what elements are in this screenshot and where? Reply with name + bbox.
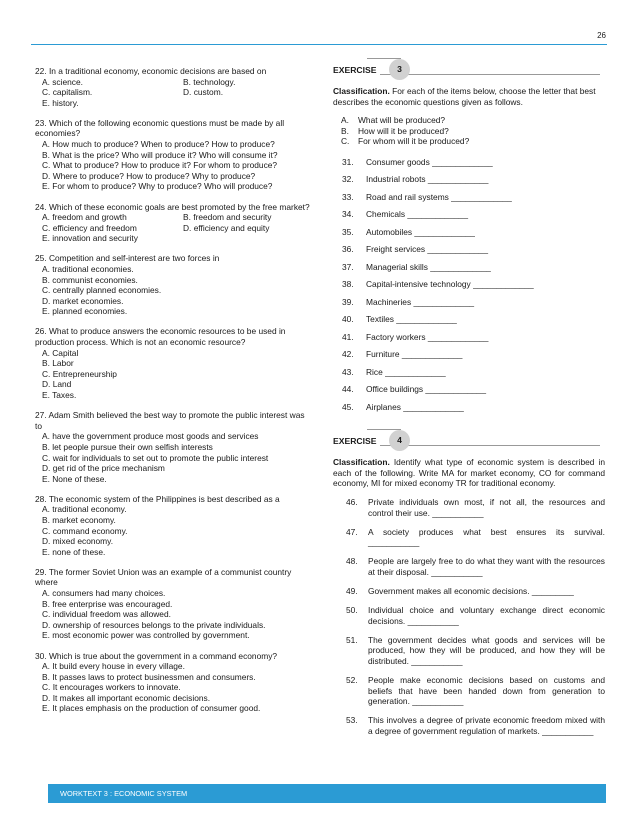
question-stem: 22. In a traditional economy, economic decisions are based on [35,66,267,76]
question-stem: 26. What to produce answers the economic resources to be used in production process. Which is not an economic resource? [35,326,286,348]
question-stem: 29. The former Soviet Union was an example of a communist country where [35,566,292,588]
item-number: 40. [342,314,354,325]
instruction-text: For each of the items below, choose the letter that best describes the economic questions given as follows. [333,86,596,107]
item-number: 39. [342,296,354,307]
item-text: Factory workers _____________ [366,331,489,342]
item-text: Office buildings _____________ [366,384,486,395]
question [35,202,313,244]
exercise-3-items [333,157,605,412]
answer-option: D. market economies. [42,295,124,306]
answer-option: E. It places emphasis on the production of consumer good. [42,703,261,714]
question-stem: 24. Which of these economic goals are best promoted by the free market? [35,201,310,212]
question [35,494,313,558]
item-text: Capital-intensive technology _____________ [366,279,534,290]
item-text: Industrial robots _____________ [366,174,489,185]
choice-letter: A. [341,115,349,126]
choice-text: For whom will it be produced? [358,136,470,147]
question-stem: 25. Competition and self-interest are two forces in [35,253,220,264]
header-rule [31,44,607,45]
item-text: Consumer goods _____________ [366,156,493,167]
item-text: Freight services _____________ [366,244,488,255]
exercise-item [333,384,605,395]
item-text: Airplanes _____________ [366,401,464,412]
exercise-item [333,349,605,360]
item-number: 45. [342,401,354,412]
item-text: Furniture _____________ [366,349,463,360]
item-number: 53. [346,715,358,726]
answer-option: D. It makes all important economic decisions. [42,692,211,703]
item-number: 32. [342,174,354,185]
exercise-item [333,605,605,626]
exercise-3-choices [333,115,605,147]
exercise-item [333,556,605,577]
answer-option: C. efficiency and freedom [42,222,137,233]
page-number: 26 [597,31,606,40]
exercise-label: EXERCISE [333,436,377,447]
option-row [35,77,313,88]
answer-option: E. most economic power was controlled by government. [42,630,250,641]
exercises-column [333,60,605,745]
item-text: The government decides what goods and services will be produced, how they will be produced, and how they will be distributed. ___________ [368,634,605,667]
item-number: 38. [342,279,354,290]
item-text: People make economic decisions based on customs and beliefs that have been handed down from generation to generation. ___________ [368,675,605,707]
exercise-item [333,497,605,518]
exercise-number-badge: 3 [389,59,410,80]
item-text: Road and rail systems _____________ [366,191,512,202]
exercise-item [333,227,605,238]
question [35,567,313,641]
item-number: 47. [346,526,358,537]
item-text: Chemicals _____________ [366,209,468,220]
answer-option: D. Land [42,379,72,390]
exercise-item [333,527,605,548]
item-text: Managerial skills _____________ [366,261,491,272]
answer-option: E. For whom to produce? Why to produce? Who will produce? [42,181,273,192]
item-number: 34. [342,209,354,220]
exercise-item [333,297,605,308]
answer-option: A. How much to produce? When to produce? How to produce? [42,139,275,150]
answer-option: D. Where to produce? How to produce? Why to produce? [42,170,256,181]
instruction-title: Classification. [333,86,390,96]
answer-option: D. mixed economy. [42,536,114,547]
item-number: 48. [346,556,358,567]
exercise-item [333,314,605,325]
question [35,118,313,192]
choice-item [341,126,605,137]
exercise-item [333,402,605,413]
exercise-item [333,675,605,707]
answer-option: A. traditional economy. [42,504,127,515]
answer-option: D. custom. [183,87,224,98]
exercise-item [333,192,605,203]
item-text: Government makes all economic decisions. _________ [368,586,574,597]
answer-option: C. What to produce? How to produce it? For whom to produce? [42,160,278,171]
answer-option: C. individual freedom was allowed. [42,609,171,620]
item-text: A society produces what best ensures its survival. ___________ [368,526,605,548]
exercise-item [333,209,605,220]
answer-option: D. get rid of the price mechanism [42,463,165,474]
item-text: Individual choice and voluntary exchange direct economic decisions. ___________ [368,605,605,626]
item-number: 51. [346,634,358,645]
exercise-item [333,244,605,255]
exercise-item [333,157,605,168]
exercise-item [333,174,605,185]
exercise-item [333,262,605,273]
item-number: 44. [342,384,354,395]
exercise-3-heading [333,60,605,80]
answer-option: C. capitalism. [42,87,93,98]
choice-letter: C. [341,136,350,147]
answer-option: A. have the government produce most goods and services [42,431,259,442]
item-text: People are largely free to do what they want with the resources at their disposal. ___________ [368,556,605,577]
answer-option: B. technology. [183,76,236,87]
question-stem: 28. The economic system of the Philippines is best described as a [35,493,280,504]
item-text: Private individuals own most, if not all, the resources and control their use. ___________ [368,497,605,518]
answer-option: B. freedom and security [183,212,272,223]
choice-text: How will it be produced? [358,125,449,136]
answer-option: B. What is the price? Who will produce it? Who will consume it? [42,149,278,160]
footer-bar: WORKTEXT 3 : ECONOMIC SYSTEM [48,784,606,803]
answer-option: C. It encourages workers to innovate. [42,682,181,693]
multiple-choice-questions [35,66,313,724]
item-number: 36. [342,244,354,255]
answer-option: A. traditional economies. [42,264,134,274]
item-number: 42. [342,349,354,360]
exercise-3-instructions [333,86,605,107]
answer-option: B. Labor [42,358,74,369]
item-number: 33. [342,191,354,202]
question [35,651,313,715]
choice-text: What will be produced? [358,115,446,126]
item-number: 31. [342,156,354,167]
question-stem: 27. Adam Smith believed the best way to promote the public interest was to [35,410,305,431]
question [35,410,313,484]
answer-option: E. innovation and security [42,233,138,244]
instruction-title: Classification. [333,457,390,468]
choice-item [341,115,605,126]
answer-option: B. market economy. [42,514,116,525]
exercise-item [333,635,605,667]
answer-option: E. planned economies. [42,306,128,317]
item-text: This involves a degree of private economic freedom mixed with a degree of government regulation of markets. ___________ [368,715,605,737]
answer-option: B. let people pursue their own selfish interests [42,441,213,452]
item-text: Machineries _____________ [366,296,475,307]
instruction-text: Identify what type of economic system is described in each of the following. Write MA for market economy, CO for command economy, MI for mixed economy TR for traditional economy. [333,457,605,489]
answer-option: A. freedom and growth [42,212,127,223]
exercise-item [333,332,605,343]
answer-option: C. centrally planned economies. [42,285,162,296]
answer-option: B. free enterprise was encouraged. [42,598,173,609]
exercise-item [333,715,605,736]
choice-item [341,136,605,147]
answer-option: E. Taxes. [42,390,77,401]
question [35,66,313,108]
answer-option: C. command economy. [42,525,128,536]
answer-option: C. wait for individuals to set out to promote the public interest [42,452,269,463]
item-number: 41. [342,331,354,342]
question [35,326,313,400]
question-stem: 30. Which is true about the government in a command economy? [35,650,278,661]
item-number: 37. [342,261,354,272]
exercise-label: EXERCISE [333,65,377,75]
option-row [35,223,313,234]
heading-rule [380,445,600,446]
answer-option: E. none of these. [42,546,106,557]
option-row [35,212,313,223]
answer-option: B. It passes laws to protect businessmen and consumers. [42,671,256,682]
exercise-4-items [333,497,605,737]
exercise-4-heading [333,431,605,451]
answer-option: E. None of these. [42,473,107,484]
item-number: 49. [346,586,358,597]
exercise-item [333,367,605,378]
question-stem: 23. Which of the following economic questions must be made by all economies? [35,117,285,139]
exercise-4-instructions [333,457,605,489]
answer-option: D. ownership of resources belongs to the private individuals. [42,619,266,630]
answer-option: C. Entrepreneurship [42,368,117,379]
item-number: 35. [342,226,354,237]
heading-rule [380,74,600,75]
item-number: 46. [346,497,358,508]
choice-letter: B. [341,125,349,136]
item-number: 52. [346,675,358,686]
exercise-number-badge: 4 [389,430,410,451]
item-number: 43. [342,366,354,377]
answer-option: A. consumers had many choices. [42,588,166,599]
item-text: Automobiles _____________ [366,226,475,237]
answer-option: E. history. [42,97,79,108]
answer-option: B. communist economies. [42,274,138,285]
exercise-item [333,586,605,597]
option-row [35,87,313,98]
answer-option: A. science. [42,76,83,87]
item-text: Textiles _____________ [366,314,457,325]
answer-option: A. Capital [42,347,79,358]
exercise-item [333,279,605,290]
question [35,253,313,317]
answer-option: D. efficiency and equity [183,222,270,233]
item-text: Rice _____________ [366,366,446,377]
answer-option: A. It build every house in every village. [42,661,185,672]
item-number: 50. [346,605,358,616]
